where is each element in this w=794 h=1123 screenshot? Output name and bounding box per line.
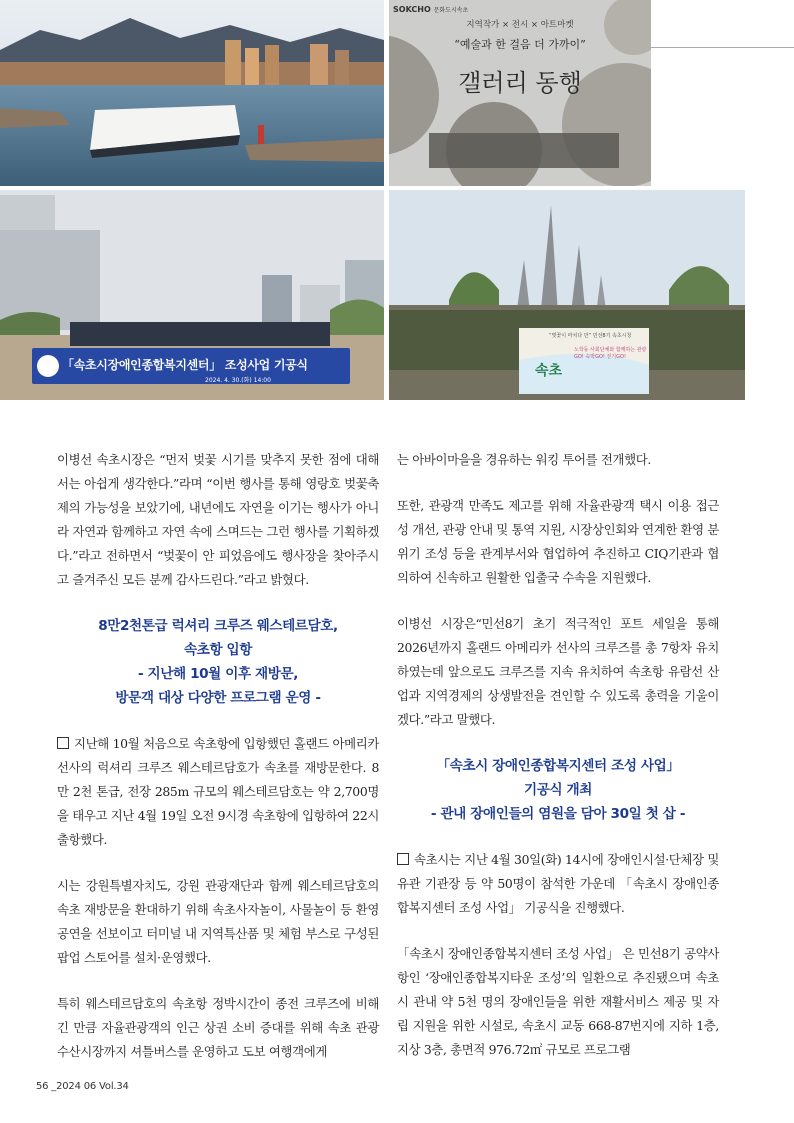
- divider-line: [651, 47, 794, 48]
- banner-brand: 속초: [535, 363, 563, 379]
- poster-quote: “예술과 한 걸음 더 가까이”: [454, 38, 586, 51]
- paragraph: 또한, 관광객 만족도 제고를 위해 자율관광객 택시 이용 접근성 개선, 관광 안내 및 통역 지원, 시장상인회와 연계한 환영 분위기 조성 등을 관계부서와 협업하여 추진하고 CIQ기관과 협의하여 신속하고 원활한 입출국 수속을 지원했다.: [397, 498, 719, 585]
- banner-line1: “벚꽃이 마치다 만” 민선8기 속초시청: [549, 333, 632, 339]
- banner-date: 2024. 4. 30.(화) 14:00: [205, 377, 271, 384]
- square-bullet-icon: [57, 737, 69, 749]
- poster-tagline: 지역작가 × 전시 × 아트마켓: [466, 20, 574, 30]
- gallery-poster: [389, 0, 651, 186]
- paragraph: 이병선 속초시장은 “먼저 벚꽃 시기를 맞추지 못한 점에 대해서는 아쉽게 생각한다.”라며 “이번 행사를 통해 영랑호 벚꽃축제의 가능성을 보았기에, 내년에도 자연을 이기는 행사가 아니라 자연과 함께하고 자연 속에 스며드는 그런 행사를 기획하겠다.”라고 전하면서 “벚꽃이 안 피었음에도 행사장을 찾아주시고 즐겨주신 모든 분께 감사드린다.”라고 밝혔다.: [57, 452, 379, 587]
- paragraph: 이병선 시장은“민선8기 초기 적극적인 포트 세일을 통해 2026년까지 홀랜드 아메리카 선사의 크루즈를 총 7항차 유치하였는데 앞으로도 크루즈를 지속 유치하여 속초항 유람선 산업과 지역경제의 상생발전을 견인할 수 있도록 총력을 기울이겠다.”라고 말했다.: [397, 616, 719, 727]
- paragraph: 「속초시 장애인종합복지센터 조성 사업」 은 민선8기 공약사항인 ‘장애인종합복지타운 조성’의 일환으로 추진됐으며 속초시 관내 약 5천 명의 장애인들을 위한 재활서비스 제공 및 자립 지원을 위한 시설로, 속초시 교동 668-87번지에 지하 1층, 지상 3층, 총면적 976.72㎡ 규모로 프로그램: [397, 946, 719, 1057]
- page-footer: 56 _2024 06 Vol.34: [36, 1081, 129, 1092]
- paragraph: 는 아바이마을을 경유하는 워킹 투어를 전개했다.: [397, 452, 651, 467]
- paragraph: 지난해 10월 처음으로 속초항에 입항했던 홀랜드 아메리카 선사의 럭셔리 크루즈 웨스테르담호가 속초를 재방문한다. 8만 2천 톤급, 전장 285m 규모의 웨스테르담호는 약 2,700명을 태우고 지난 4월 19일 오전 9시경 속초항에 입항하여 22시 출항했다.: [57, 736, 379, 847]
- poster-title: 갤러리 동행: [458, 69, 582, 97]
- section-heading-welfare-center: 「속초시 장애인종합복지센터 조성 사업」 기공식 개최 - 관내 장애인들의 염원을 담아 30일 첫 삽 -: [430, 758, 686, 822]
- paragraph: 특히 웨스테르담호의 속초항 정박시간이 종전 크루즈에 비해 긴 만큼 자율관광객의 인근 상권 소비 증대를 위해 속초 관광수산시장까지 셔틀버스를 운영하고 도보 여행객에게: [57, 996, 379, 1059]
- right-column: [397, 448, 719, 1084]
- poster-logo: SOKCHO 문화도시속초: [393, 5, 469, 14]
- photo-groundbreaking: [0, 190, 384, 400]
- photo-group-walking-tour: [389, 190, 745, 400]
- banner-title: 「속초시장애인종합복지센터」 조성사업 기공식: [62, 358, 308, 372]
- square-bullet-icon: [397, 853, 409, 865]
- photo-cruise-harbor: [0, 0, 384, 186]
- paragraph: 시는 강원특별자치도, 강원 관광재단과 함께 웨스테르담호의 속초 재방문을 환대하기 위해 속초사자놀이, 사물놀이 등 환영 공연을 선보이고 터미널 내 지역특산품 및 체험 부스로 구성된 팝업 스토어를 설치·운영했다.: [57, 878, 379, 965]
- paragraph: 속초시는 지난 4월 30일(화) 14시에 장애인시설·단체장 및 유관 기관장 등 약 50명이 참석한 가운데 「속초시 장애인종합복지센터 조성 사업」 기공식을 진행했다.: [397, 852, 719, 915]
- section-heading-cruise: 8만2천톤급 럭셔리 크루즈 웨스테르담호, 속초항 입항 - 지난해 10월 이후 재방문, 방문객 대상 다양한 프로그램 운영 -: [98, 618, 338, 706]
- left-column: [57, 448, 379, 1086]
- banner-line2: 노학동 사회단체와 함께하는 관광GO! 숙박GO! 걷기GO!: [574, 347, 647, 360]
